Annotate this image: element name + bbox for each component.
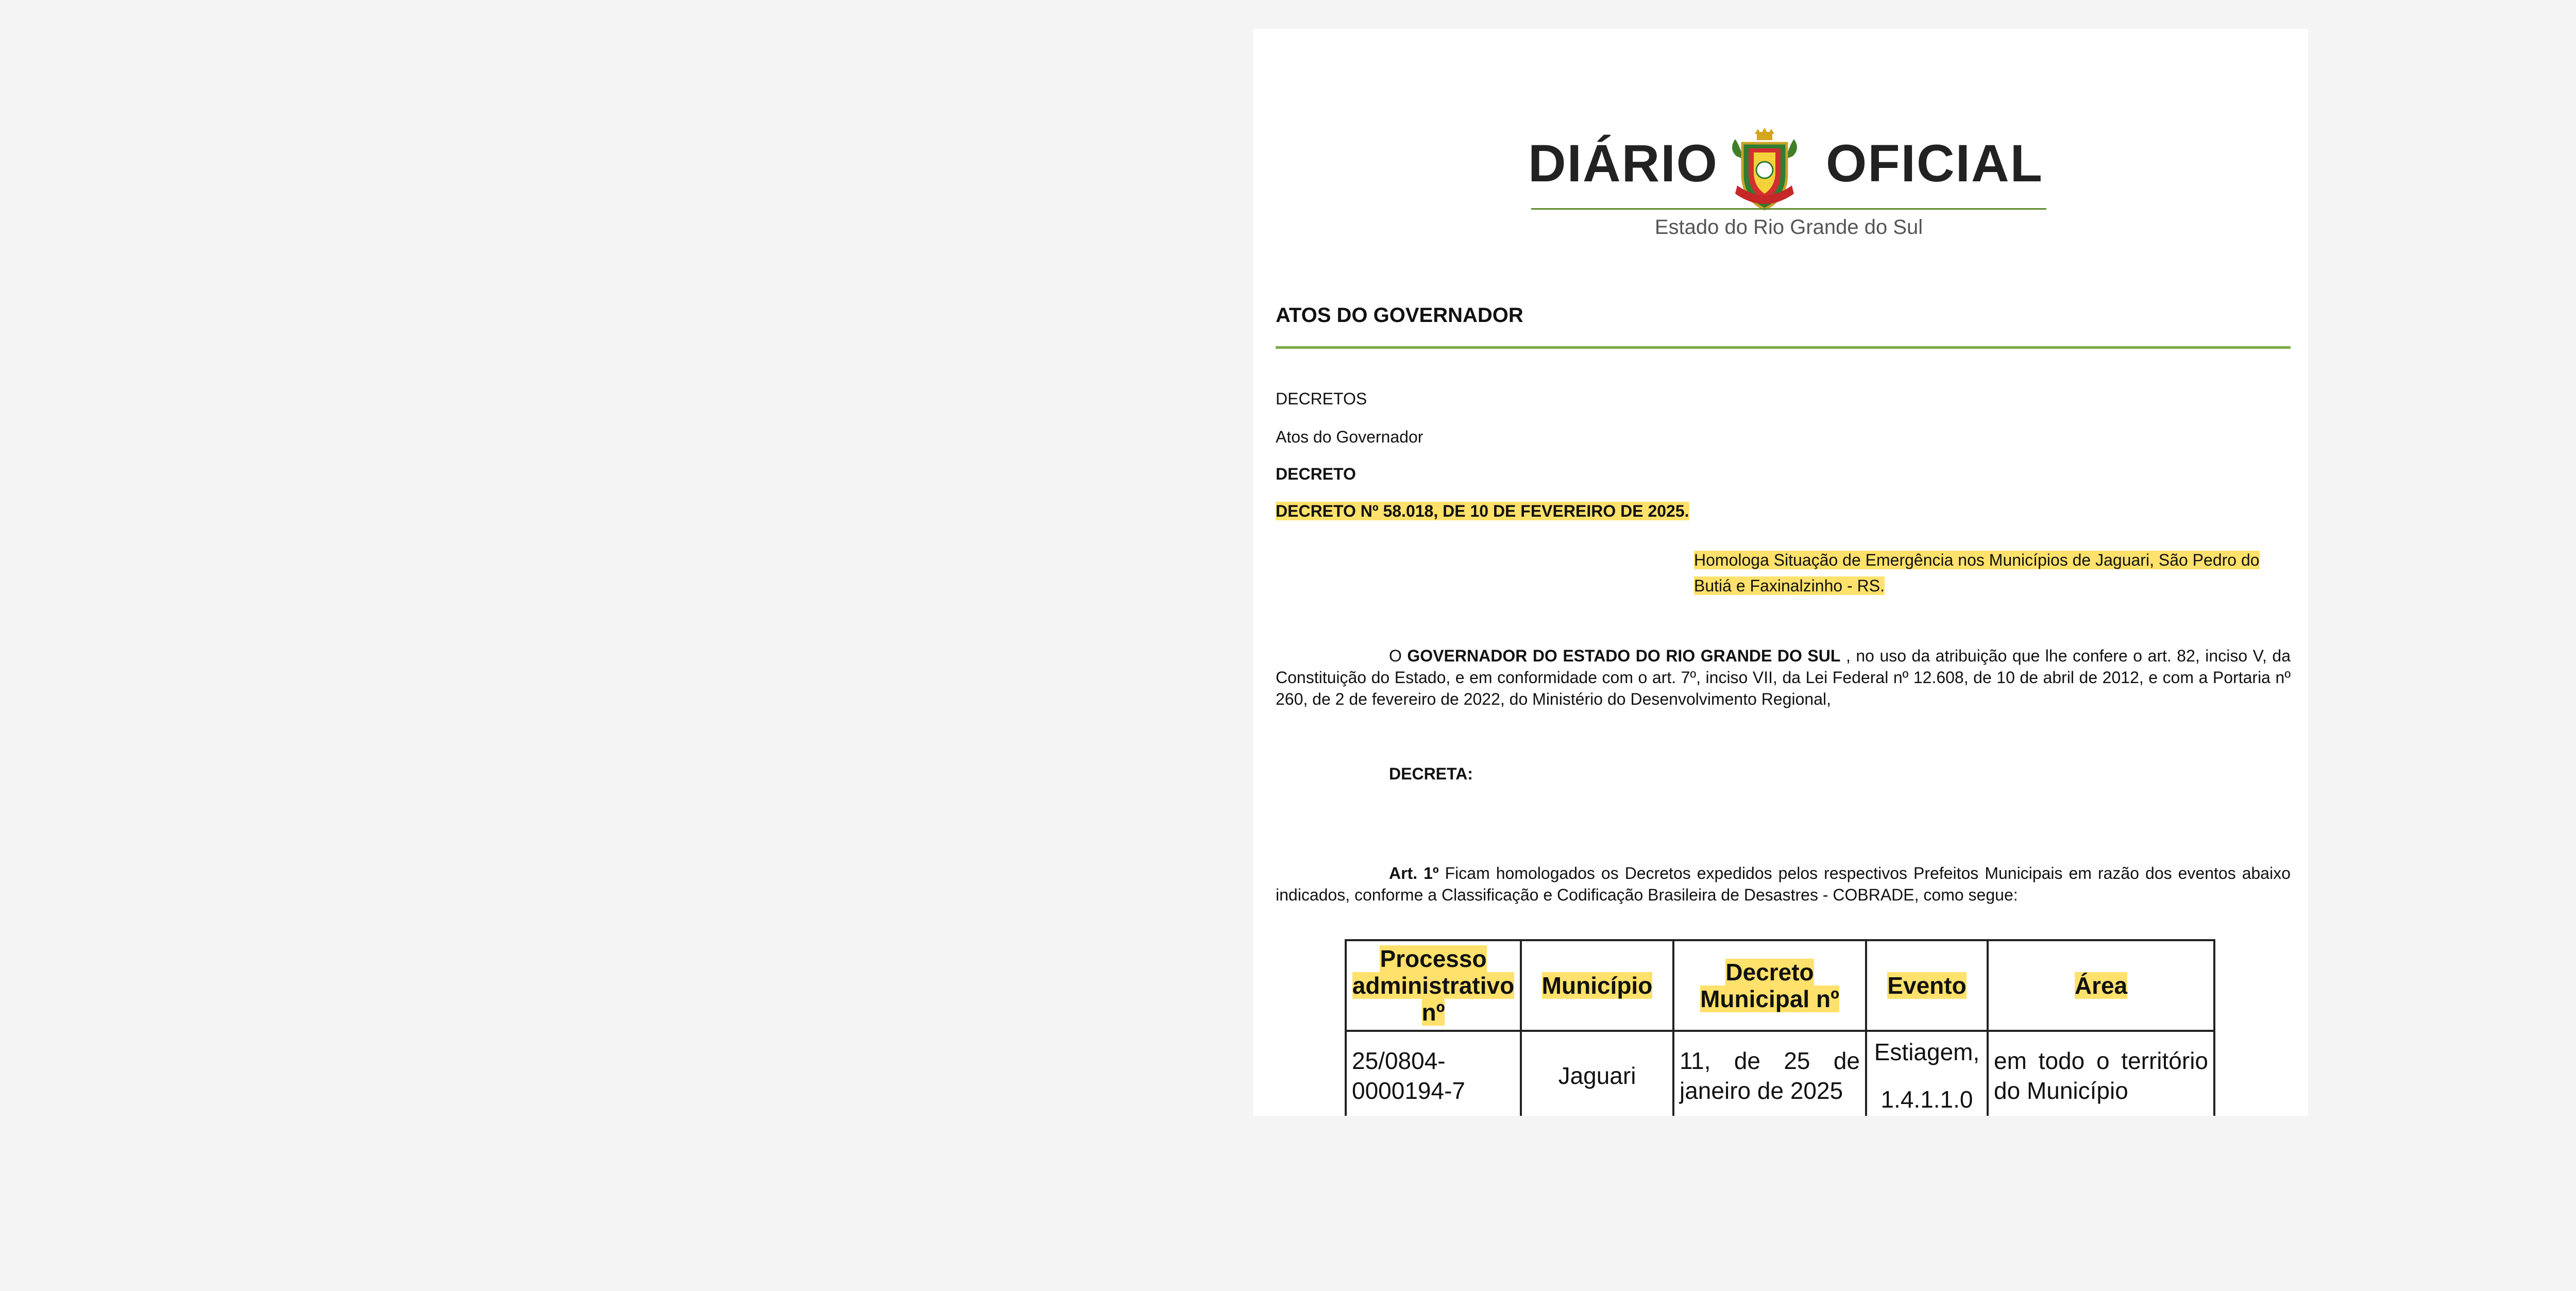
table-header-cell: Decreto Municipal nº xyxy=(1673,940,1866,1031)
cell-area: em todo o território do Município xyxy=(1988,1031,2214,1116)
table-row xyxy=(1346,1031,2214,1116)
preamble-text: , no uso da atribuição que lhe confere o art. 82, inciso V, da Constituição do Estado, e em conformidade com o art. 7º, inciso VII, da Lei Federal nº 12.608, de 10 de abril de 2012, e com a Portaria nº 260, de 2 de fevereiro de 2022, do Ministério do Desenvolvimento Regional, xyxy=(1276,647,2291,708)
table-header-cell: Área xyxy=(1988,940,2214,1031)
preamble-authority: GOVERNADOR DO ESTADO DO RIO GRANDE DO SUL xyxy=(1407,647,1841,665)
cell-evento xyxy=(1866,1031,1988,1116)
section-divider xyxy=(1276,346,2291,349)
preamble-paragraph xyxy=(1276,645,2291,710)
masthead-divider xyxy=(1531,208,2046,210)
masthead-title-right: OFICIAL xyxy=(1826,134,2043,193)
table-header-cell: Evento xyxy=(1866,940,1988,1031)
emergency-table xyxy=(1345,939,2215,1116)
decreta-heading: DECRETA: xyxy=(1389,765,1473,783)
subcategory-label: Atos do Governador xyxy=(1276,428,1423,446)
section-title: ATOS DO GOVERNADOR xyxy=(1276,304,1523,327)
article-1-text: Ficam homologados os Decretos expedidos pelos respectivos Prefeitos Municipais em razão dos eventos abaixo indicados, conforme a Classificação e Codificação Brasileira de Desastres - COBRADE, como segue: xyxy=(1276,864,2291,904)
decree-summary-text: Homologa Situação de Emergência nos Municípios de Jaguari, São Pedro do Butiá e Faxinalzinho - RS. xyxy=(1694,551,2260,595)
doc-type-label: DECRETO xyxy=(1276,465,1356,483)
masthead xyxy=(1253,29,2308,256)
cell-evento-name: Estiagem, xyxy=(1874,1039,1980,1065)
cell-decreto: 11, de 25 de janeiro de 2025 xyxy=(1673,1031,1866,1116)
article-1-paragraph xyxy=(1276,862,2291,906)
state-coat-of-arms-logo xyxy=(1726,128,1803,215)
decree-title xyxy=(1276,503,1689,519)
table-header-row xyxy=(1346,940,2214,1031)
masthead-subtitle: Estado do Rio Grande do Sul xyxy=(1654,216,1923,239)
masthead-title-left: DIÁRIO xyxy=(1528,134,1718,193)
preamble-prefix: O xyxy=(1389,647,1402,665)
cell-municipio: Jaguari xyxy=(1521,1031,1673,1116)
decree-summary xyxy=(1694,547,2292,599)
table-header-cell: Processo administrativo nº xyxy=(1346,940,1521,1031)
document-page xyxy=(1253,29,2308,1116)
article-1-label: Art. 1º xyxy=(1389,864,1439,882)
cell-evento-cobrade: 1.4.1.1.0 xyxy=(1880,1086,1973,1113)
table-header-cell: Município xyxy=(1521,940,1673,1031)
category-label: DECRETOS xyxy=(1276,389,1367,408)
decree-title-text: DECRETO Nº 58.018, DE 10 DE FEVEREIRO DE 2025. xyxy=(1276,502,1689,520)
cell-processo: 25/0804-0000194-7 xyxy=(1346,1031,1521,1116)
